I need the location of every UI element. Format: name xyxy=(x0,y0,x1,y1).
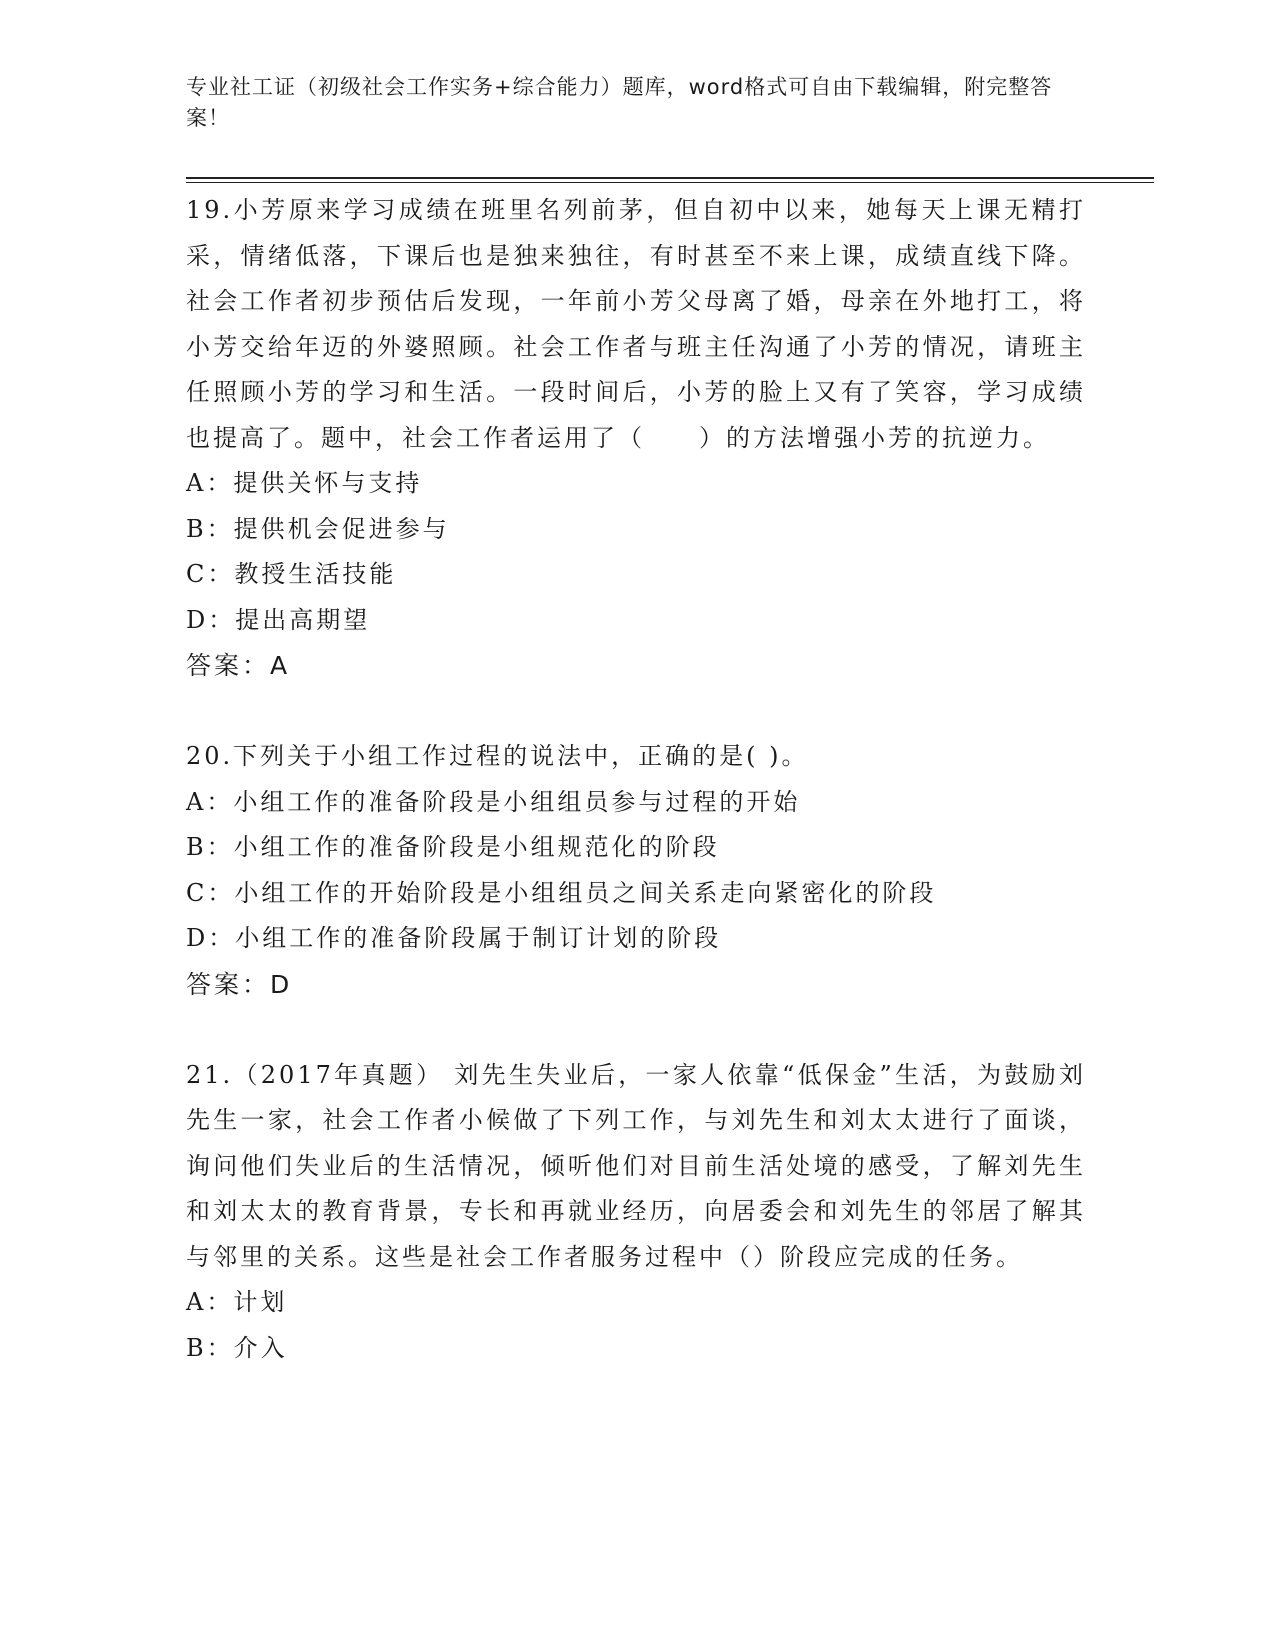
page-header: 专业社工证（初级社会工作实务+综合能力）题库，word格式可自由下载编辑，附完整答案！ xyxy=(186,75,1053,130)
option-d: D：小组工作的准备阶段属于制订计划的阶段 xyxy=(186,924,722,952)
option-b: B：小组工作的准备阶段是小组规范化的阶段 xyxy=(186,833,720,861)
question-spacer xyxy=(186,1007,1086,1053)
question-19 xyxy=(186,188,1086,689)
option-a: A：计划 xyxy=(186,1288,288,1316)
header-divider xyxy=(186,177,1154,183)
option-a: A：小组工作的准备阶段是小组组员参与过程的开始 xyxy=(186,787,801,816)
answer-label: 答案：A xyxy=(186,651,291,680)
question-stem: 19.小芳原来学习成绩在班里名列前茅，但自初中以来，她每天上课无精打采，情绪低落，下课后也是独来独往，有时甚至不来上课，成绩直线下降。社会工作者初步预估后发现，一年前小芳父母离了婚，母亲在外地打工，将小芳交给年迈的外婆照顾。社会工作者与班主任沟通了小芳的情况，请班主任照顾小芳的学习和生活。一段时间后，小芳的脸上又有了笑容，学习成绩也提高了。题中，社会工作者运用了（ ）的方法增强小芳的抗逆力。 xyxy=(186,196,1086,452)
option-c: C：教授生活技能 xyxy=(186,560,397,588)
option-d: D：提出高期望 xyxy=(186,605,371,634)
question-list xyxy=(186,188,1086,1371)
option-c: C：小组工作的开始阶段是小组组员之间关系走向紧密化的阶段 xyxy=(186,878,937,907)
question-21 xyxy=(186,1053,1086,1372)
question-20 xyxy=(186,734,1086,1007)
option-b: B：提供机会促进参与 xyxy=(186,514,450,543)
question-stem: 21.（2017年真题） 刘先生失业后，一家人依靠“低保金”生活，为鼓励刘先生一家，社会工作者小候做了下列工作，与刘先生和刘太太进行了面谈，询问他们失业后的生活情况，倾听他们对目前生活处境的感受，了解刘先生和刘太太的教育背景，专长和再就业经历，向居委会和刘先生的邻居了解其与邻里的关系。这些是社会工作者服务过程中（）阶段应完成的任务。 xyxy=(186,1060,1086,1271)
answer-label: 答案：D xyxy=(186,969,293,999)
option-a: A：提供关怀与支持 xyxy=(186,469,423,497)
question-stem: 20.下列关于小组工作过程的说法中，正确的是( )。 xyxy=(186,742,809,770)
question-spacer xyxy=(186,689,1086,735)
option-b: B：介入 xyxy=(186,1333,288,1362)
